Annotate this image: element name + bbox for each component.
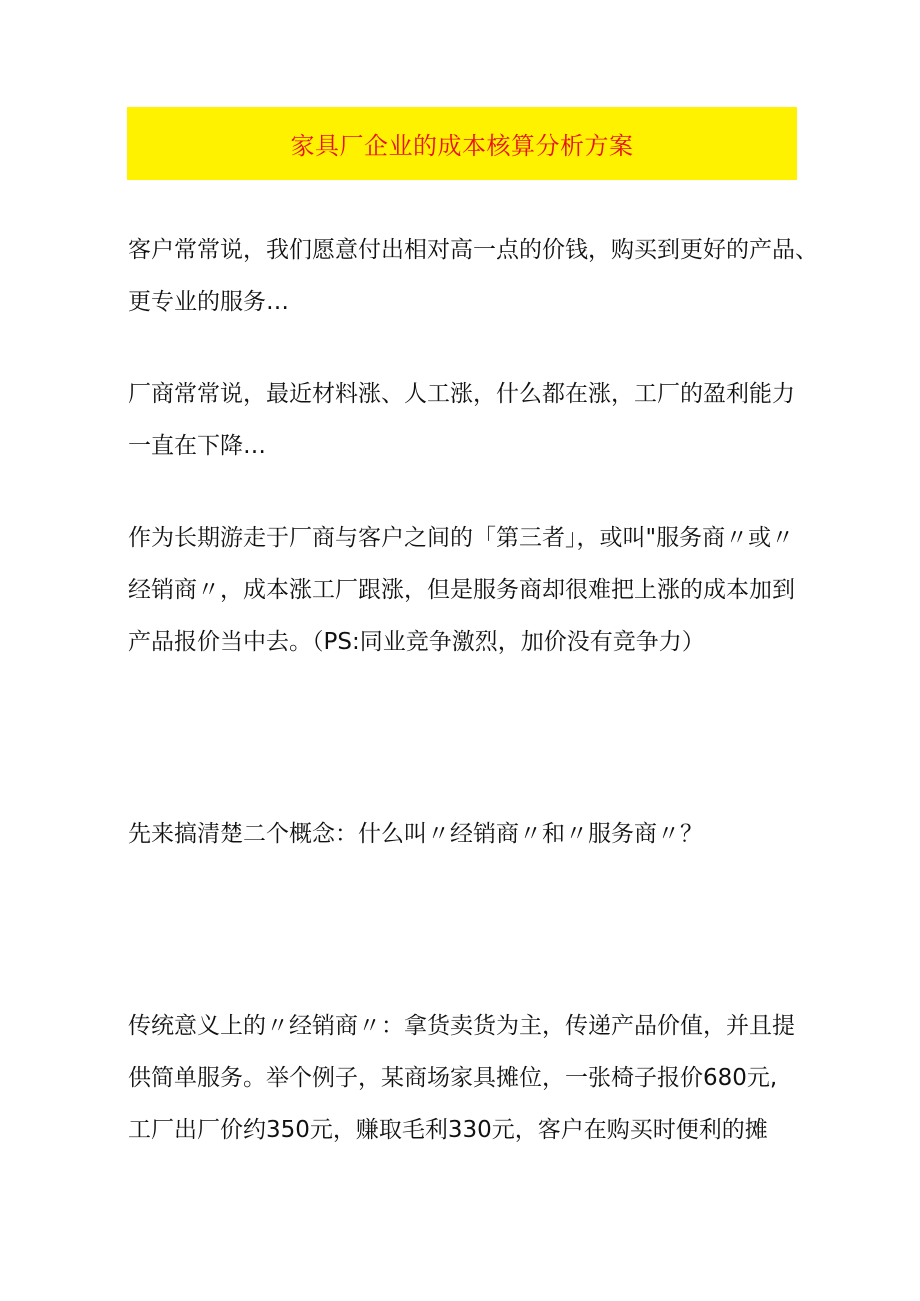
paragraph-customer-saying (128, 224, 818, 328)
paragraph-line: 作为长期游走于厂商与客户之间的「第三者」，或叫"服务商〃或〃 (128, 525, 795, 551)
paragraph-traditional-dealer (128, 1000, 800, 1156)
paragraph-line: 供简单服务。举个例子，某商场家具摊位，一张椅子报价680元, (128, 1065, 778, 1091)
title-banner (127, 107, 797, 180)
paragraph-line: 产品报价当中去。（PS:同业竞争激烈，加价没有竞争力） (128, 629, 705, 655)
paragraph-line: 工厂出厂价约350元，赚取毛利330元，客户在购买时便利的摊 (128, 1117, 768, 1143)
paragraph-line: 厂商常常说，最近材料涨、人工涨，什么都在涨，工厂的盈利能力 (128, 381, 795, 407)
paragraph-manufacturer-saying (128, 368, 800, 472)
paragraph-line: 一直在下降… (128, 433, 266, 459)
paragraph-line: 更专业的服务… (128, 289, 289, 315)
paragraph-line: 经销商〃，成本涨工厂跟涨，但是服务商却很难把上涨的成本加到 (128, 577, 795, 603)
paragraph-concepts-question (128, 808, 800, 860)
document-title: 家具厂企业的成本核算分析方案 (290, 132, 634, 160)
paragraph-line: 客户常常说，我们愿意付出相对高一点的价钱，购买到更好的产品、 (128, 237, 818, 263)
paragraph-line: 传统意义上的〃经销商〃：拿货卖货为主，传递产品价值，并且提 (128, 1013, 795, 1039)
paragraph-line: 先来搞清楚二个概念：什么叫〃经销商〃和〃服务商〃？ (128, 821, 703, 847)
paragraph-third-party (128, 512, 800, 668)
